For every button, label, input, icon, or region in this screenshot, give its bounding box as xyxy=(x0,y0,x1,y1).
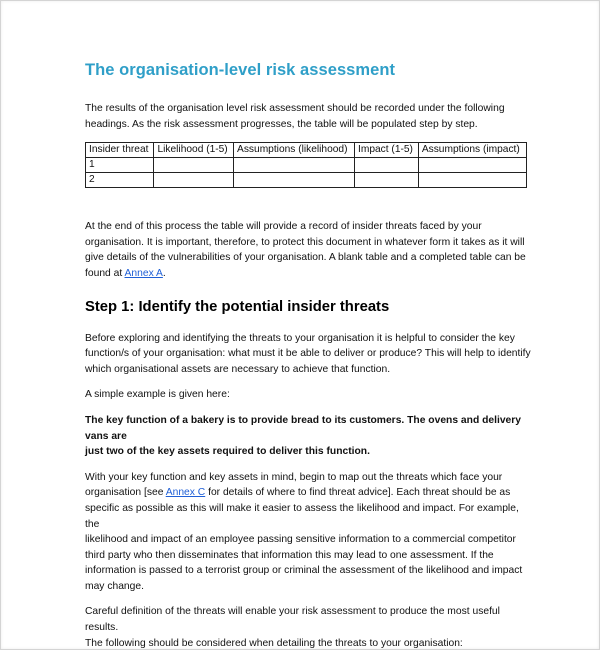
key-function-line-1: Before exploring and identifying the threats to your organisation it is helpful to consider the key xyxy=(85,332,515,344)
process-line-4-suffix: . xyxy=(162,267,166,279)
threat-line-3: specific as possible as this will make it easier to assess the likelihood and impact. For example, the xyxy=(85,502,519,530)
example-intro: A simple example is given here: xyxy=(85,389,230,401)
table-header-cell: Impact (1-5) xyxy=(355,143,419,158)
process-line-3: give details of the vulnerabilities of your organisation. A blank table and a completed table can be xyxy=(85,252,526,264)
step1-heading: Step 1: Identify the potential insider threats xyxy=(85,298,390,315)
intro-line-1: The results of the organisation level risk assessment should be recorded under the following xyxy=(85,103,505,114)
table-cell xyxy=(154,158,234,173)
table-cell: 1 xyxy=(86,158,154,173)
annex-c-link[interactable]: Annex C xyxy=(165,487,206,499)
table-cell xyxy=(154,173,234,188)
threat-line-6: information is passed to a terrorist group or criminal the assessment of the likelihood and impact xyxy=(85,565,523,577)
process-line-1: At the end of this process the table will provide a record of insider threats faced by your xyxy=(85,221,482,233)
table-cell xyxy=(234,158,355,173)
definition-line-2: The following should be considered when detailing the threats to your organisation: xyxy=(85,637,463,649)
annex-a-link[interactable]: Annex A xyxy=(124,267,163,279)
risk-assessment-table xyxy=(85,142,527,188)
process-paragraph xyxy=(85,219,535,281)
process-line-4-prefix: found at xyxy=(85,267,125,279)
table-header-cell: Assumptions (impact) xyxy=(418,143,526,158)
table-header-cell: Likelihood (1-5) xyxy=(154,143,234,158)
threat-line-1: With your key function and key assets in mind, begin to map out the threats which face your xyxy=(85,471,503,483)
threat-line-2-suffix: for details of where to find threat advice]. Each threat should be as xyxy=(205,487,511,499)
definition-paragraph xyxy=(85,604,535,651)
intro-paragraph xyxy=(85,101,535,132)
definition-line-1: Careful definition of the threats will enable your risk assessment to produce the most useful results. xyxy=(85,606,500,634)
table-cell xyxy=(418,158,526,173)
threat-line-4: likelihood and impact of an employee passing sensitive information to a commercial competitor xyxy=(85,534,516,546)
table-cell xyxy=(355,173,419,188)
key-function-line-3: which organisational assets are necessary to achieve that function. xyxy=(85,363,391,375)
table-cell xyxy=(355,158,419,173)
table-header-cell: Insider threat xyxy=(86,143,154,158)
document-page xyxy=(85,61,535,651)
table-header-row xyxy=(86,143,527,158)
threat-line-7: may change. xyxy=(85,580,144,592)
threat-mapping-paragraph xyxy=(85,470,535,595)
table-cell: 2 xyxy=(86,173,154,188)
bakery-line-2: just two of the key assets required to deliver this function. xyxy=(85,446,370,458)
bakery-line-1: The key function of a bakery is to provide bread to its customers. The ovens and delivery vans are xyxy=(85,414,522,442)
table-cell xyxy=(418,173,526,188)
key-function-line-2: function/s of your organisation: what must it be able to deliver or produce? This will help to identify xyxy=(85,348,531,360)
threat-line-5: third party who then disseminates that information this may lead to one assessment. If the xyxy=(85,549,494,561)
bakery-example xyxy=(85,413,535,460)
table-cell xyxy=(234,173,355,188)
intro-line-2: headings. As the risk assessment progresses, the table will be populated step by step. xyxy=(85,118,478,130)
process-line-2: organisation. It is important, therefore, to protect this document in whatever form it takes as it will xyxy=(85,236,525,248)
table-row xyxy=(86,158,527,173)
key-function-paragraph xyxy=(85,331,535,378)
table-row xyxy=(86,173,527,188)
table-header-cell: Assumptions (likelihood) xyxy=(234,143,355,158)
document-title: The organisation-level risk assessment xyxy=(85,61,396,79)
threat-line-2-prefix: organisation [see xyxy=(85,487,166,499)
